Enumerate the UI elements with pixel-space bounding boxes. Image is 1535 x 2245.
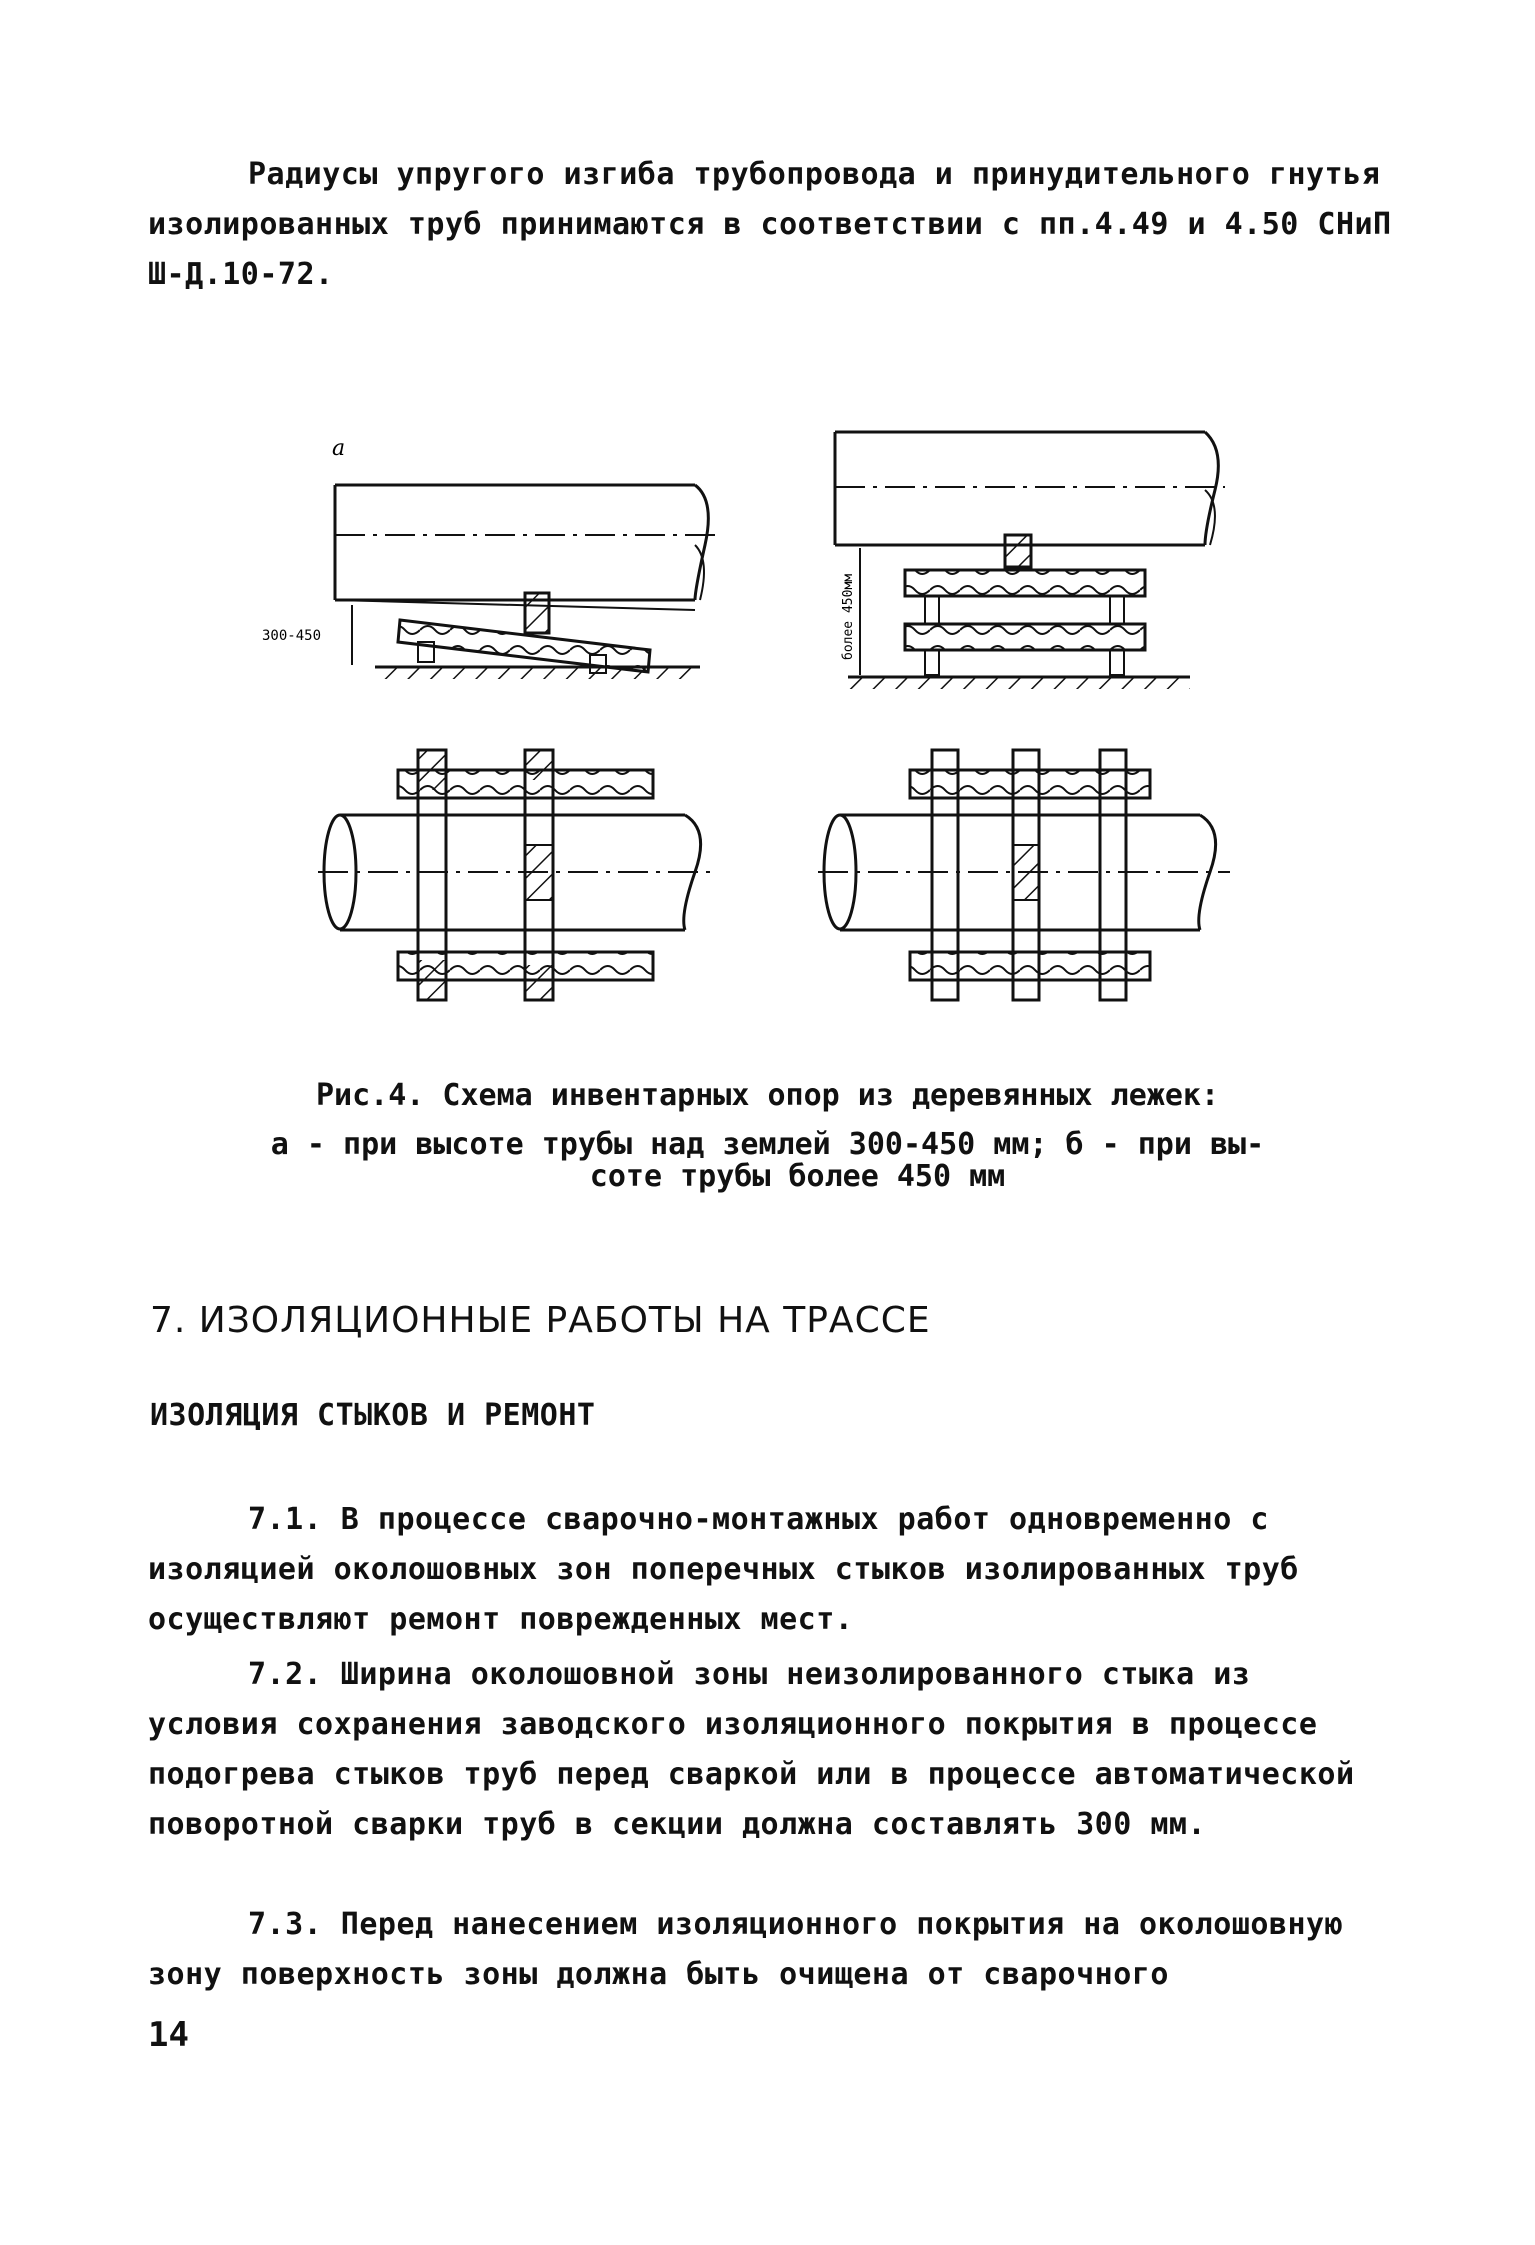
wedge-b [1005,535,1031,567]
sleeper-b-upper [905,570,1145,596]
plan-view-a [318,750,715,1000]
wedge-a [525,593,549,633]
ground-b [848,677,1190,689]
label-a: а [332,436,346,461]
dim-a-label: 300-450 [262,628,322,644]
intro-paragraph: Радиусы упругого изгиба трубопровода и принудительного гнутья изолированных труб принимаются в соответствии с пп.4.49 и 4.50 СНиП Ш-Д.10-72. [148,157,1392,292]
side-view-a [262,436,720,679]
subsection-title: ИЗОЛЯЦИЯ СТЫКОВ И РЕМОНТ [150,1398,596,1433]
paragraph-7-1: 7.1. В процессе сварочно-монтажных работ одновременно с изоляцией околошовных зон поперечных стыков изолированных труб осуществляют ремонт поврежденных мест. [148,1502,1299,1637]
figure-caption-line3: соте трубы более 450 мм [589,1159,1006,1194]
figure-caption-line2: а - при высоте трубы над землей 300-450 мм; б - при вы- [270,1127,1265,1162]
page-number: 14 [148,2015,189,2055]
paragraph-7-2: 7.2. Ширина околошовной зоны неизолированного стыка из условия сохранения заводского изоляционного покрытия в процессе подогрева стыков труб перед сваркой или в процессе автоматической поворотной сварки труб в секции должна составлять 300 мм. [148,1657,1355,1842]
pipe-body-a [335,485,695,600]
paragraph-7-3: 7.3. Перед нанесением изоляционного покрытия на околошовную зону поверхность зоны должна быть очищена от сварочного [148,1907,1344,1992]
plan-view-b [818,750,1230,1000]
sleeper-b-lower [905,624,1145,650]
section-title: 7. ИЗОЛЯЦИОННЫЕ РАБОТЫ НА ТРАССЕ [150,1300,931,1341]
support-scheme-figure [0,0,1535,1060]
side-view-b [835,432,1225,689]
dim-b-label: более 450мм [841,573,856,660]
pipe-body-b [835,432,1205,545]
ground-a [375,667,700,679]
figure-caption-title: Рис.4. Схема инвентарных опор из деревянных лежек: [315,1078,1220,1113]
